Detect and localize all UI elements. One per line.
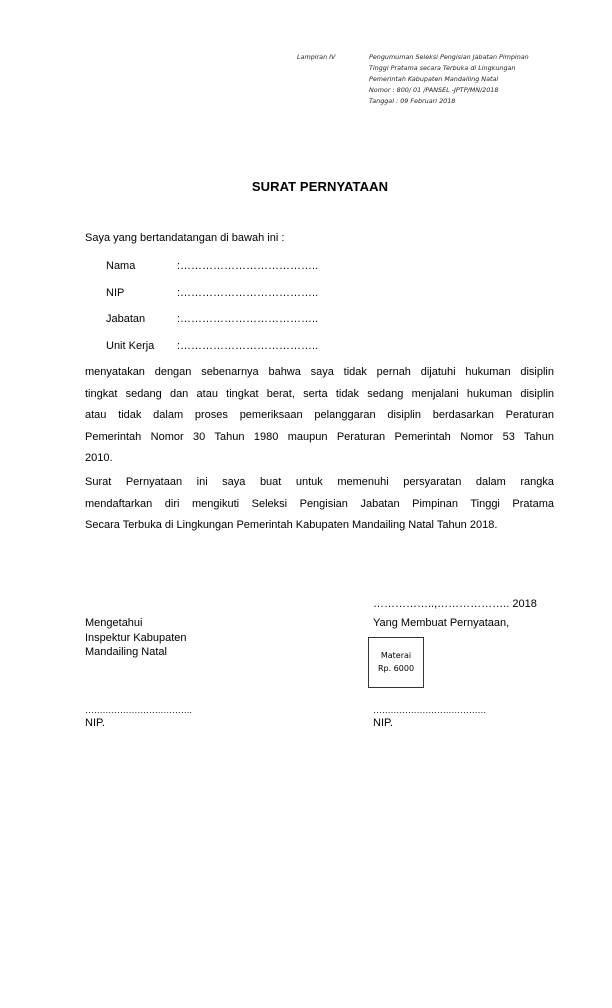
paragraph-line: Surat Pernyataan ini saya buat untuk memenuhi persyaratan dalam rangka	[85, 476, 554, 488]
paragraph-line: menyatakan dengan sebenarnya bahwa saya tidak pernah dijatuhi hukuman disiplin	[85, 366, 554, 378]
signature-left-name-line[interactable]: ……………………………….	[85, 705, 192, 715]
field-label: Nama	[106, 260, 136, 272]
paragraph-line: tingkat sedang dan atau tingkat berat, serta tidak sedang menjalani hukuman disiplin	[85, 387, 554, 400]
signature-right-nip: NIP.	[373, 717, 393, 729]
field-value[interactable]: :………………………………..	[177, 313, 319, 325]
header-tanggal: Tanggal : 09 Februari 2018	[369, 97, 456, 105]
paragraph-line: atau tidak dalam proses pemeriksaan pelanggaran disiplin berdasarkan Peraturan	[85, 409, 554, 421]
header-nomor: Nomor : 800/ 01 /PANSEL -JPTP/MN/2018	[369, 86, 499, 94]
paragraph-line: 2010.	[85, 452, 113, 464]
statement-paragraph	[85, 362, 554, 470]
field-value[interactable]: :………………………………..	[177, 340, 319, 352]
signature-right-name-line[interactable]: …………………………………	[373, 705, 487, 715]
field-value[interactable]: :………………………………..	[177, 260, 319, 272]
signature-left-line: Mandailing Natal	[85, 646, 167, 658]
signature-left-block	[85, 616, 187, 660]
signature-right-title: Yang Membuat Pernyataan,	[373, 617, 510, 629]
header-announcement	[369, 52, 529, 107]
paragraph-line: Pemerintah Nomor 30 Tahun 1980 maupun Peraturan Pemerintah Nomor 53 Tahun	[85, 430, 554, 443]
document-title: SURAT PERNYATAAN	[251, 179, 389, 194]
materai-amount: Rp. 6000	[377, 664, 415, 673]
paragraph-line: Secara Terbuka di Lingkungan Pemerintah Kabupaten Mandailing Natal Tahun 2018.	[85, 519, 498, 531]
paragraph-line: mendaftarkan diri mengikuti Seleksi Pengisian Jabatan Pimpinan Tinggi Pratama	[85, 497, 554, 510]
field-label: NIP	[106, 287, 125, 299]
signature-left-line: Inspektur Kabupaten	[85, 631, 187, 644]
header-line: Tinggi Pratama secara Terbuka di Lingkungan	[369, 64, 516, 72]
materai-stamp-box	[368, 637, 424, 688]
field-label: Unit Kerja	[106, 340, 155, 352]
signature-left-nip: NIP.	[85, 717, 105, 729]
purpose-paragraph	[85, 472, 554, 537]
field-label: Jabatan	[106, 313, 146, 325]
materai-label: Materai	[380, 651, 412, 660]
intro-text: Saya yang bertandatangan di bawah ini :	[85, 232, 285, 244]
header-line: Pengumuman Seleksi Pengisian Jabatan Pimpinan	[369, 53, 529, 61]
field-value[interactable]: :………………………………..	[177, 287, 319, 299]
header-line: Pemerintah Kabupaten Mandailing Natal	[369, 75, 499, 83]
signature-date-line[interactable]: ……………..,……………….. 2018	[373, 598, 537, 610]
signature-left-line: Mengetahui	[85, 617, 143, 629]
lampiran-label: Lampiran IV	[297, 53, 336, 61]
